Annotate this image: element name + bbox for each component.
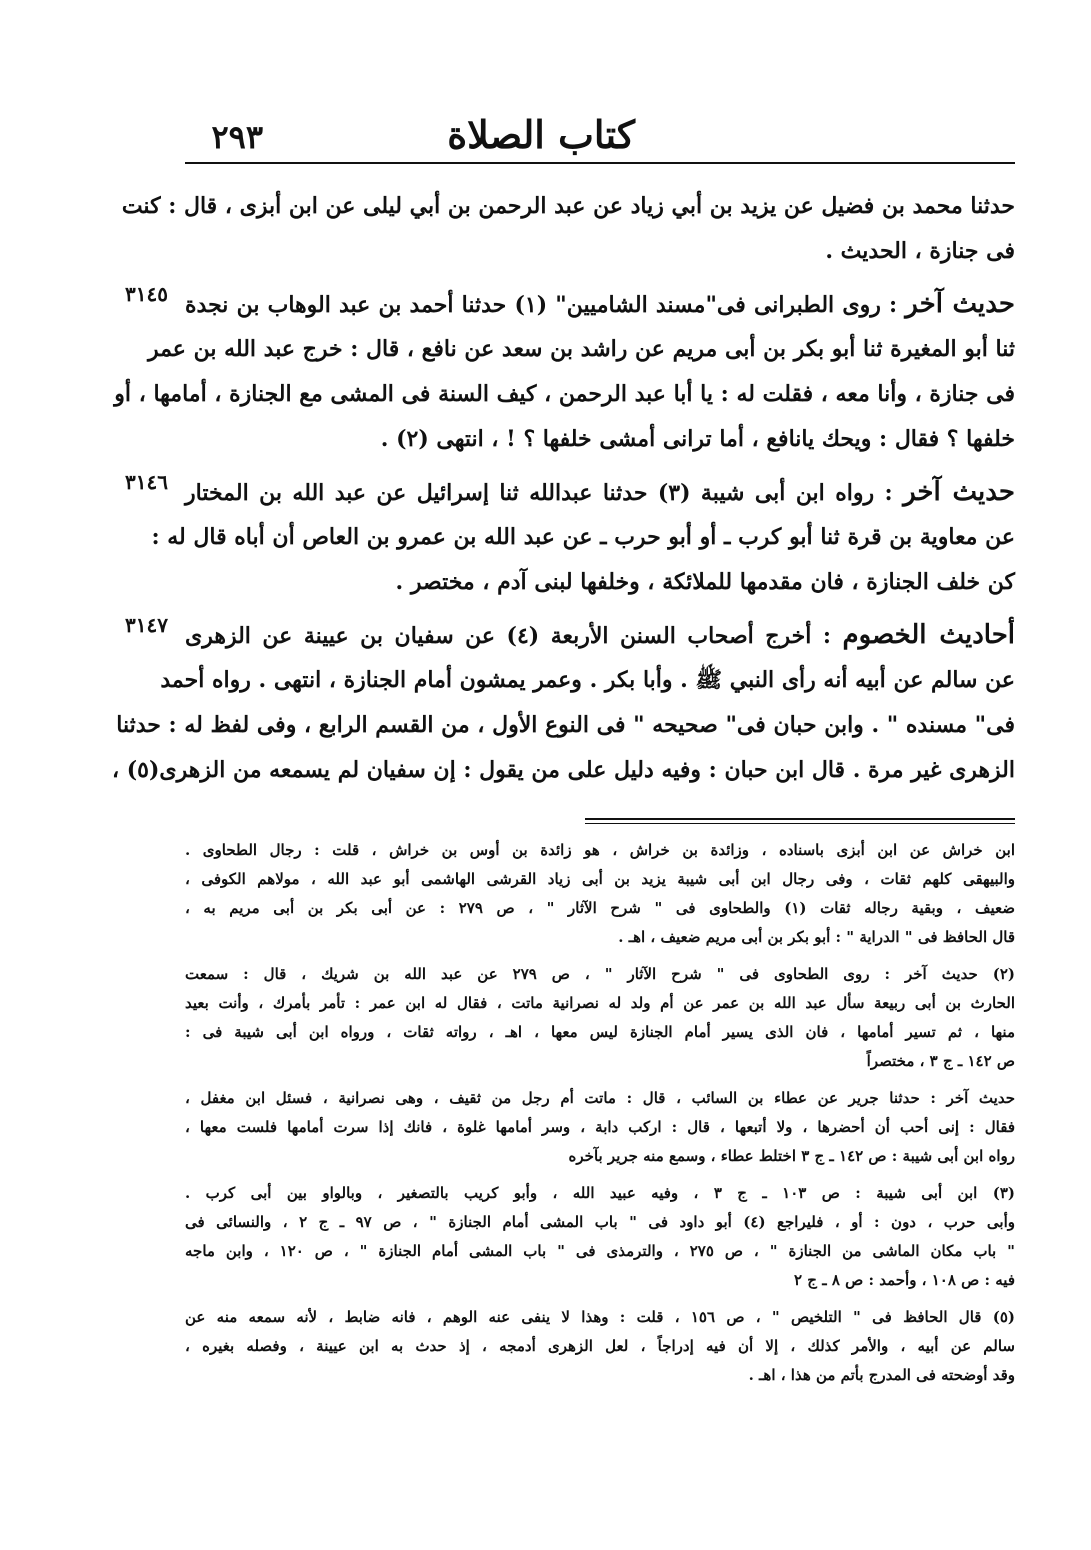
text-line bbox=[185, 282, 1015, 327]
footnote-line: فقال : إنى أحب أن أحضرها ، ولا أتبعها ، قال : اركب دابة ، وسر أمامها غلوة ، فانك إذا سرت أمامها فلست معها ، bbox=[185, 1118, 1015, 1136]
text-line: فى جنازة ، وأنا معه ، فقلت له : يا أبا عبد الرحمن ، كيف السنة فى المشى مع الجنازة ، أمامها ، أو bbox=[114, 381, 1015, 407]
text-line bbox=[185, 470, 1015, 515]
footnote-line: وقد أوضحته فى المدرج بأتم من هذا ، اهـ . bbox=[748, 1366, 1015, 1384]
footnote-line: وأبى حرب ، دون : أو ، فليراجع (٤) أبو داود فى " باب المشى أمام الجنازة " ، ص ٩٧ ـ ج ٢ ، والنسائى فى bbox=[185, 1213, 1015, 1231]
footnote-line: والبيهقى كلهم ثقات ، وفى رجال ابن أبى شيبة يزيد بن أبى زياد القرشى الهاشمى أبو عبد الله ، مولاهم الكوفى ، bbox=[185, 870, 1015, 888]
paragraph-4 bbox=[111, 613, 1015, 793]
footnote-line: حديث آخر : حدثنا جرير عن عطاء بن السائب ، قال : ماتت أم رجل من ثقيف ، وهى نصرانية ، فسئل ابن مغفل ، bbox=[185, 1089, 1015, 1107]
footnote-block bbox=[185, 960, 1015, 1076]
text-span: : روى الطبرانى فى"مسند الشاميين" (١) حدثنا أحمد بن عبد الوهاب بن نجدة bbox=[185, 292, 898, 318]
footnote-line: رواه ابن أبى شيبة : ص ١٤٢ ـ ج ٣ اختلط عطاء ، وسمع منه جرير بآخره bbox=[568, 1147, 1015, 1165]
text-line: الزهرى غير مرة . قال ابن حبان : وفيه دليل على من يقول : إن سفيان لم يسمعه من الزهرى(٥) ، bbox=[111, 757, 1015, 783]
footnote-line: ضعيف ، وبقية رجاله ثقات (١) والطحاوى فى " شرح الآثار " ، ص ٢٧٩ : عن أبى بكر بن أبى مريم به ، bbox=[185, 899, 1016, 917]
text-line: خلفها ؟ فقال : ويحك يانافع ، أما ترانى أمشى خلفها ؟ ! ، انتهى (٢) . bbox=[380, 426, 1015, 452]
page-number: ٢٩٣ bbox=[211, 118, 263, 156]
text-line bbox=[185, 613, 1015, 658]
paragraph-1 bbox=[121, 184, 1015, 274]
text-line: عن معاوية بن قرة ثنا أبو كرب ـ أو أبو حرب ـ عن عبد الله بن عمرو بن العاص أن أباه قال له : bbox=[151, 524, 1015, 550]
text-line: فى جنازة ، الحديث . bbox=[825, 238, 1015, 264]
hadith-number: ٣١٤٧ bbox=[125, 613, 168, 637]
footnote-line: (٥) قال الحافظ فى " التلخيص " ، ص ١٥٦ ، قلت : وهذا لا ينفى عنه الوهم ، فانه ضابط ، لأنه سمعه منه عن bbox=[185, 1308, 1015, 1326]
running-title: كتاب الصلاة bbox=[447, 112, 635, 157]
footnote-block bbox=[185, 1303, 1015, 1390]
text-line: حدثنا محمد بن فضيل عن يزيد بن أبي زياد عن عبد الرحمن بن أبي ليلى عن ابن أبزى ، قال : كنت bbox=[121, 193, 1015, 219]
section-lead: حديث آخر bbox=[903, 477, 1015, 507]
footnote-line: (٣) ابن أبى شيبة : ص ١٠٣ ـ ج ٣ ، وفيه عبيد الله ، وأبو كريب بالتصغير ، وبالواو بين أبى كرب . bbox=[185, 1184, 1015, 1202]
footnote-line: منها ، ثم تسير أمامها ، فان الذى يسير أمام الجنازة ليس معها ، اهـ ، رواته ثقات ، ورواه ابن أبى شيبة فى : bbox=[185, 1023, 1015, 1041]
text-line: ثنا أبو المغيرة ثنا أبو بكر بن أبى مريم عن راشد بن سعد عن نافع ، قال : خرج عبد الله بن عمر bbox=[147, 336, 1015, 362]
footnote-block bbox=[185, 1084, 1015, 1171]
hadith-number: ٣١٤٥ bbox=[125, 282, 168, 306]
footnote-line: ص ١٤٢ ـ ج ٣ ، مختصراً bbox=[866, 1052, 1015, 1070]
section-lead: أحاديث الخصوم bbox=[842, 620, 1015, 650]
paragraph-3 bbox=[125, 470, 1015, 605]
text-line: فى" مسنده " . وابن حبان فى" صحيحه " فى النوع الأول ، من القسم الرابع ، وفى لفظ له : حدثنا bbox=[116, 712, 1015, 738]
text-line: كن خلف الجنازة ، فان مقدمها للملائكة ، وخلفها لبنى آدم ، مختصر . bbox=[395, 569, 1015, 595]
footnote-block bbox=[185, 836, 1015, 952]
footnote-line: سالم عن أبيه ، والأمر كذلك ، إلا أن فيه إدراجاً ، لعل الزهرى أدمجه ، إذ حدث به ابن عيينة ، وفصله بغيره ، bbox=[185, 1337, 1015, 1355]
footnotes bbox=[185, 836, 1015, 1398]
text-span: : رواه ابن أبى شيبة (٣) حدثنا عبدالله ثنا إسرائيل عن عبد الله بن المختار bbox=[185, 480, 893, 506]
section-lead: حديث آخر bbox=[905, 289, 1015, 319]
footnote-line: قال الحافظ فى " الدراية " : أبو بكر بن أبى مريم ضعيف ، اهـ . bbox=[618, 928, 1015, 946]
header-rule bbox=[185, 162, 1015, 164]
footnote-line: الحارث بن أبى ربيعة سأل عبد الله بن عمر عن أم ولد له نصرانية ماتت ، فقال له ابن عمر : تأمر بأمرك ، وأنت بعيد bbox=[185, 994, 1015, 1012]
footnote-block bbox=[185, 1179, 1015, 1295]
paragraph-2 bbox=[114, 282, 1015, 462]
footnote-line: " باب مكان الماشى من الجنازة " ، ص ٢٧٥ ، والترمذى فى " باب المشى أمام الجنازة " ، ص ١٢٠ ، وابن ماجه bbox=[185, 1242, 1015, 1260]
hadith-number: ٣١٤٦ bbox=[125, 470, 168, 494]
footnote-line: ابن خراش عن ابن أبزى باسناده ، وزائدة بن خراش ، هو زائدة بن أوس بن خراش ، قلت : رجال الطحاوى . bbox=[185, 841, 1015, 859]
main-text bbox=[111, 178, 1015, 793]
footnote-line: فيه : ص ١٠٨ ، وأحمد : ص ٨ ـ ج ٢ bbox=[794, 1271, 1015, 1289]
text-span: : أخرج أصحاب السنن الأربعة (٤) عن سفيان بن عيينة عن الزهرى bbox=[185, 623, 831, 649]
footnote-rule bbox=[585, 823, 1015, 824]
text-line: عن سالم عن أبيه أنه رأى النبي ﷺ . وأبا بكر . وعمر يمشون أمام الجنازة ، انتهى . رواه أحمد bbox=[160, 667, 1015, 693]
footnote-rule bbox=[585, 818, 1015, 820]
page-header bbox=[185, 112, 1015, 162]
footnote-line: (٢) حديث آخر : روى الطحاوى فى " شرح الآثار " ، ص ٢٧٩ عن عبد الله بن شريك ، قال : سمعت bbox=[185, 965, 1015, 983]
